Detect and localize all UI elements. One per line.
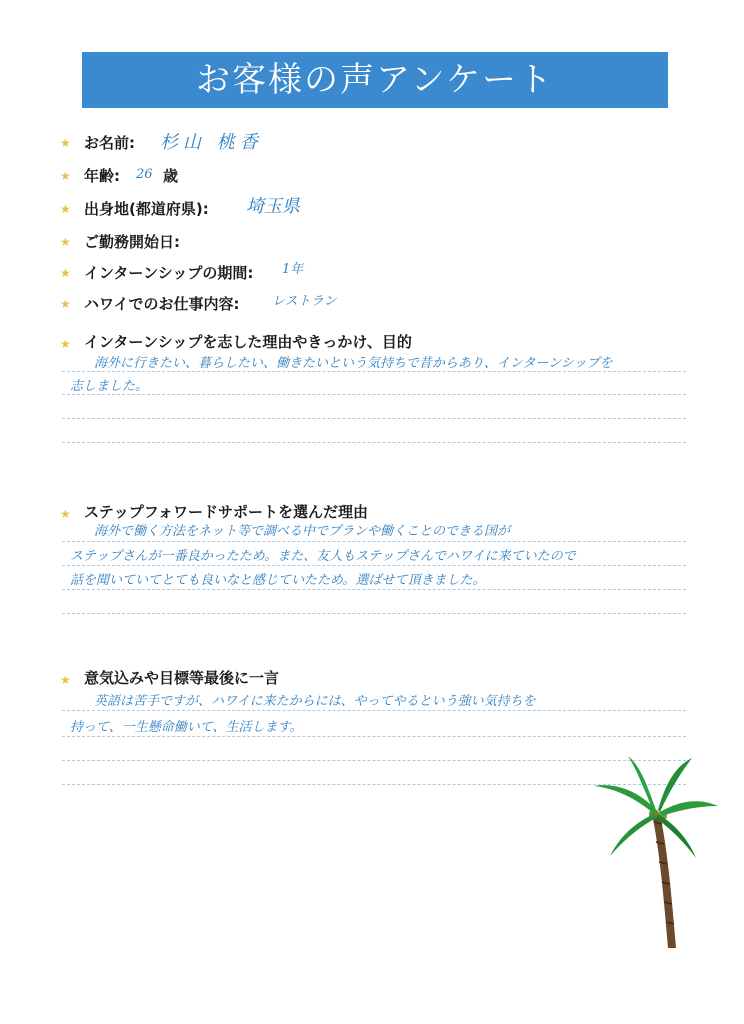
job-content-label: ハワイでのお仕事内容:: [84, 295, 240, 313]
ruled-line: [62, 394, 686, 395]
answer-line: 海外で働く方法をネット等で調べる中でプランや働くことのできる国が: [94, 524, 511, 539]
ruled-line: [62, 710, 686, 711]
internship-period-value: 1年: [282, 262, 304, 277]
age-suffix: 歳: [163, 167, 179, 185]
ruled-line: [62, 589, 686, 590]
answer-line: 海外に行きたい、暮らしたい、働きたいという気持ちで昔からあり、インターンシップを: [94, 356, 613, 371]
ruled-line: [62, 613, 686, 614]
ruled-line: [62, 418, 686, 419]
star-bullet-icon: ★: [60, 673, 71, 687]
answer-line: ステップさんが一番良かったため。また、友人もステップさんでハワイに来ていたので: [70, 549, 576, 564]
palm-tree-icon: [580, 752, 720, 952]
star-bullet-icon: ★: [60, 337, 71, 351]
hometown-label: 出身地(都道府県):: [84, 200, 209, 218]
ruled-line: [62, 565, 686, 566]
start-date-label: ご勤務開始日:: [84, 233, 180, 251]
answer-line: 英語は苦手ですが、ハワイに来たからには、やってやるという強い気持ちを: [94, 694, 536, 709]
age-value: 26: [136, 167, 153, 182]
job-content-value: レストラン: [272, 294, 337, 309]
ruled-line: [62, 736, 686, 737]
answer-line: 話を聞いていてとても良いなと感じていたため。選ばせて頂きました。: [70, 573, 486, 588]
page-title: お客様の声アンケート: [82, 52, 668, 108]
name-value: 杉山 桃香: [160, 132, 263, 153]
star-bullet-icon: ★: [60, 507, 71, 521]
answer-line: 志しました。: [70, 379, 149, 394]
section-heading-final-word: 意気込みや目標等最後に一言: [84, 669, 280, 687]
star-bullet-icon: ★: [60, 266, 71, 280]
ruled-line: [62, 442, 686, 443]
internship-period-label: インターンシップの期間:: [84, 264, 254, 282]
star-bullet-icon: ★: [60, 235, 71, 249]
age-label: 年齢:: [84, 167, 120, 185]
star-bullet-icon: ★: [60, 169, 71, 183]
star-bullet-icon: ★: [60, 297, 71, 311]
hometown-value: 埼玉県: [246, 196, 300, 217]
ruled-line: [62, 541, 686, 542]
section-heading-reason: ステップフォワードサポートを選んだ理由: [84, 503, 368, 521]
ruled-line: [62, 371, 686, 372]
section-heading-motivation: インターンシップを志した理由やきっかけ、目的: [84, 333, 412, 351]
name-label: お名前:: [84, 134, 135, 152]
answer-line: 持って、一生懸命働いて、生活します。: [70, 720, 303, 735]
star-bullet-icon: ★: [60, 136, 71, 150]
star-bullet-icon: ★: [60, 202, 71, 216]
